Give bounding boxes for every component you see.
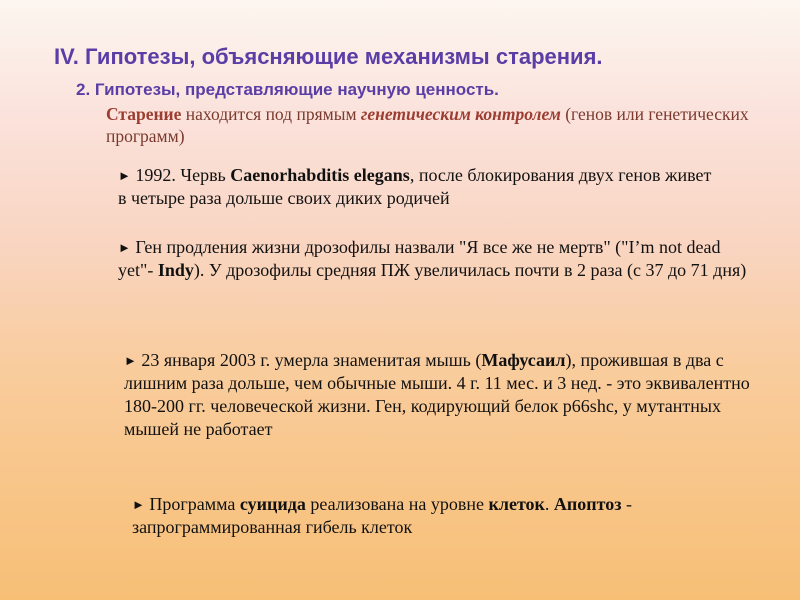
triangle-bullet-icon: ► [124,353,137,368]
triangle-bullet-icon: ► [132,497,145,512]
bullet-bold: суицида [239,494,306,514]
intro-paragraph [106,103,766,147]
intro-emphasis: генетическим контролем [360,104,561,124]
intro-text-2: (генов или генетических программ) [106,104,749,146]
bullet-text: реализована на уровне [305,494,489,514]
intro-text-1: находится под прямым [181,104,361,124]
bullet-apoptosis [132,493,772,539]
bullet-text: , после блокирования двух генов живет в четыре раза дольше своих диких родичей [118,165,712,208]
intro-term: Старение [106,104,182,124]
bullet-bold: Caenorhabditis elegans [230,165,410,185]
bullet-text: Программа [144,494,240,514]
bullet-worm [118,164,718,210]
bullet-bold: клеток [488,494,545,514]
bullet-bold: Indy [157,260,194,280]
bullet-text: 23 января 2003 г. умерла знаменитая мышь ( [136,350,482,370]
bullet-text: ). У дрозофилы средняя ПЖ увеличилась почти в 2 раза (с 37 до 71 дня) [193,260,747,280]
triangle-bullet-icon: ► [118,168,131,183]
slide-title: IV. Гипотезы, объясняющие механизмы старения. [54,44,603,69]
bullet-mouse [124,349,764,441]
bullet-text: Ген продления жизни дрозофилы назвали "Я все же не мертв" ("I’m not dead yet"- [118,237,721,280]
slide-subtitle: 2. Гипотезы, представляющие научную ценность. [76,80,499,99]
bullet-drosophila [118,236,758,282]
triangle-bullet-icon: ► [118,240,131,255]
bullet-bold: Мафусаил [481,350,566,370]
bullet-text: . [544,494,554,514]
bullet-text: - запрограммированная гибель клеток [132,494,633,537]
bullet-text: 1992. Червь [130,165,231,185]
bullet-text: ), прожившая в два с лишним раза дольше, чем обычные мыши. 4 г. 11 мес. и 3 нед. - это эквивалентно 180-200 гг. человеческой жизни. Ген, кодирующий белок p66shc, у мутантных мышей не работает [124,350,750,439]
bullet-bold: Апоптоз [553,494,622,514]
